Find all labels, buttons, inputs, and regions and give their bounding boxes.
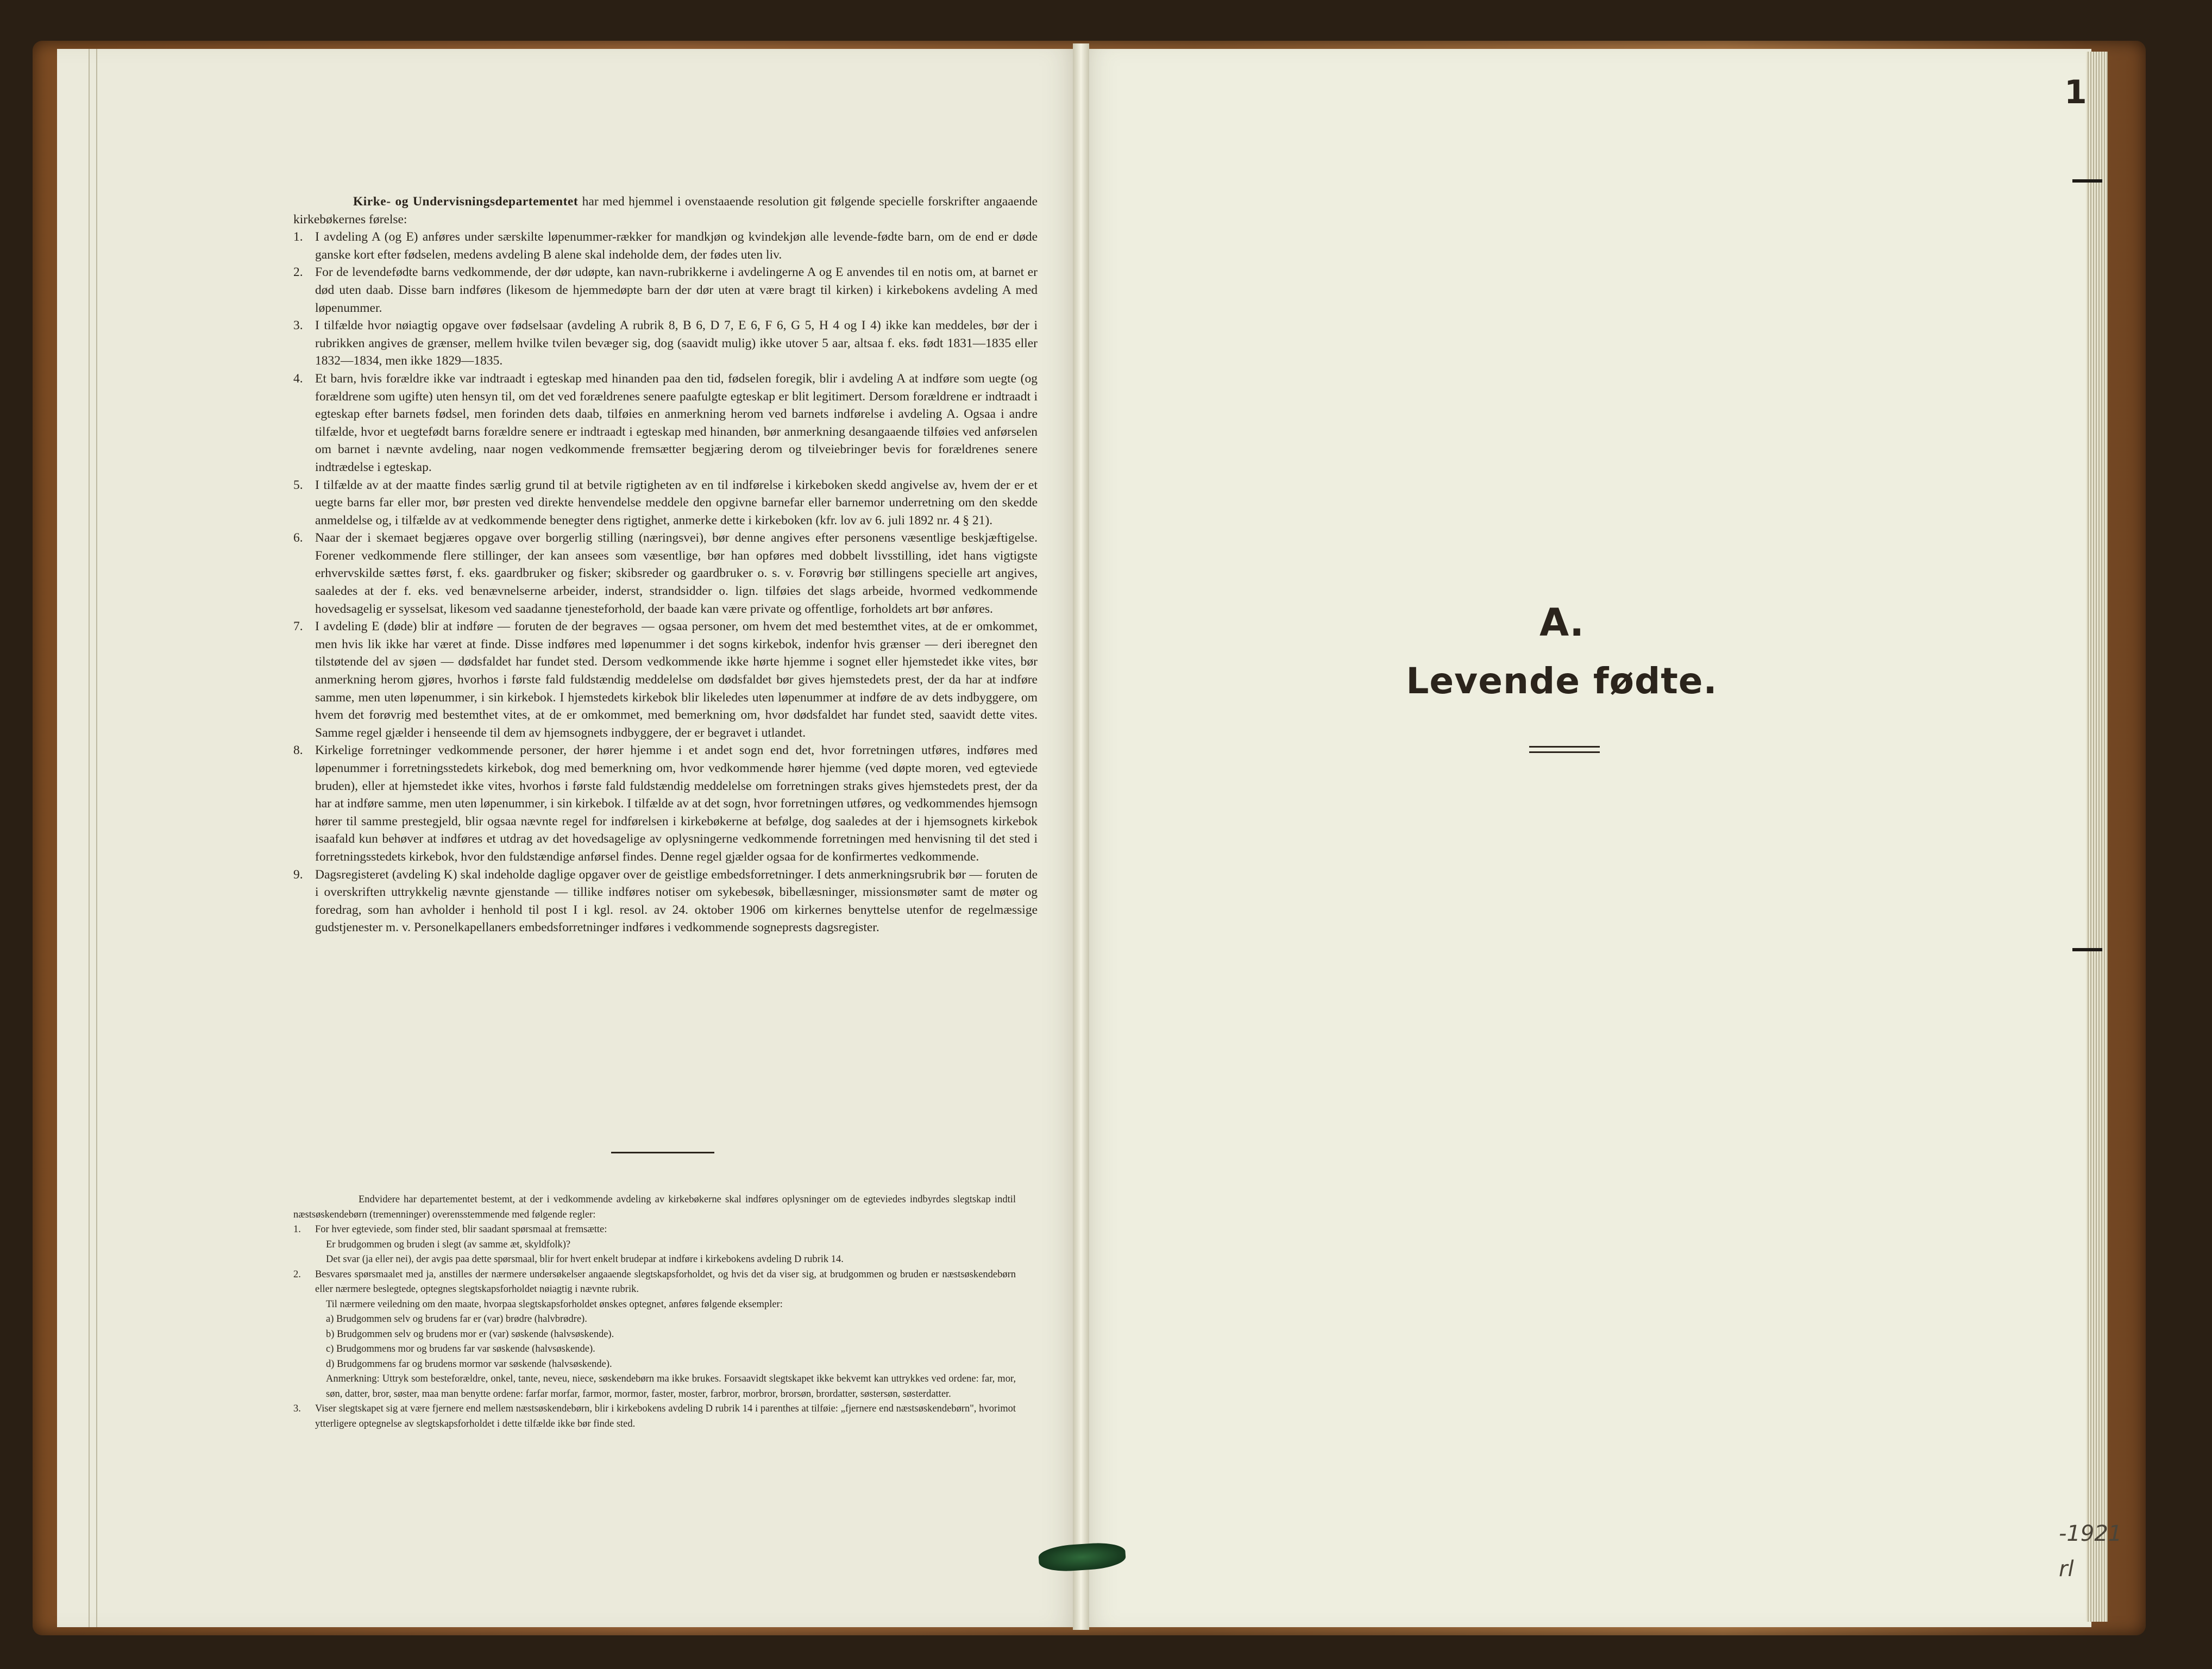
rule-item xyxy=(293,1222,1016,1238)
intro-paragraph xyxy=(293,193,1038,228)
rule-example: c) Brudgommens mor og brudens far var søskende (halvsøskende). xyxy=(326,1344,595,1354)
instruction-item xyxy=(293,370,1038,476)
title-underline xyxy=(1529,751,1600,753)
item-number: 4. xyxy=(293,371,303,386)
item-number: 2. xyxy=(293,265,303,280)
section-letter: A. xyxy=(1539,600,1585,645)
page-number: 1 xyxy=(2064,73,2087,111)
rule-text: Viser slegtskapet sig at være fjernere end mellem næstsøskendebørn, blir i kirkebokens avdeling D rubrik 14 i parenthes at tilføie: „fjernere end næstsøskendebørn", hvorimot ytterligere optegnelse av slegtskapsforholdet i dette tilfælde ikke bør finde sted. xyxy=(315,1403,1016,1429)
rule-number: 3. xyxy=(293,1403,301,1414)
instructions-block xyxy=(293,193,1038,937)
kinship-rules-block xyxy=(293,1193,1016,1432)
margin-line xyxy=(89,49,90,1627)
instruction-item xyxy=(293,476,1038,530)
item-text: For de levendefødte barns vedkommende, der dør udøpte, kan navn-rubrikkerne i avdelingerne A og E anvendes til en notis om, at barnet er død uten daab. Disse barn indføres (likesom de hjemmedøpte barn der dør uten at være bragt til kirken) i kirkebokens avdeling A med løpenummer. xyxy=(315,265,1038,315)
rule-example: b) Brudgommen selv og brudens mor er (var) søskende (halvsøskende). xyxy=(326,1328,614,1340)
rule-example: a) Brudgommen selv og brudens far er (var) brødre (halvbrødre). xyxy=(326,1314,587,1325)
rule-text: For hver egteviede, som finder sted, blir saadant spørsmaal at fremsætte: xyxy=(315,1224,607,1235)
instruction-item xyxy=(293,317,1038,370)
instruction-item xyxy=(293,742,1038,865)
rule-item xyxy=(293,1402,1016,1432)
pencil-note: -1921 xyxy=(2059,1521,2122,1546)
pencil-note: rl xyxy=(2059,1557,2074,1582)
rule-guidance: Til nærmere veiledning om den maate, hvorpaa slegtskapsforholdet ønskes optegnet, anføres følgende eksempler: xyxy=(326,1298,783,1310)
item-text: I avdeling A (og E) anføres under særskilte løpenummer-rækker for mandkjøn og kvindekjøn alle levende-fødte barn, om de end er døde ganske kort efter fødselen, medens avdeling B alene skal indeholde dem, der fødes uten liv. xyxy=(315,230,1038,262)
item-text: Et barn, hvis forældre ikke var indtraadt i egteskap med hinanden paa den tid, fødselen foregik, blir i avdeling A at indføre som uegte (og forældrene som ugifte) uten hensyn til, om det ved forældrenes senere paafulgte egteskap er blit legitimert. Dersom forældrene er indtraadt i egteskap efter barnets fødsel, men forinden dets daab, tilføies en anmerkning herom ved barnets indførelse i avdeling A. Ogsaa i andre tilfælde, hvor et uegtefødt barns forældre senere er indtraadt i egteskap med hinanden, bør anmerkning desangaaende tilføies ved anførselen om barnet i nævnte avdeling, naar nogen vedkommende fremsætter begjæring derom og tilveiebringer bevis for forældrenes senere indtrædelse i egteskap. xyxy=(315,371,1038,474)
department-name: Kirke- og Undervisningsdepartementet xyxy=(353,194,579,209)
book-gutter xyxy=(1073,43,1089,1630)
instruction-item xyxy=(293,228,1038,263)
item-number: 6. xyxy=(293,531,303,545)
rules-lead: Endvidere har departementet bestemt, at der i vedkommende avdeling av kirkebøkerne skal indføres oplysninger om de egteviedes indbyrdes slegtskap indtil næstsøskendebørn (tremenninger) overensstemmende med følgende regler: xyxy=(293,1194,1016,1220)
item-number: 8. xyxy=(293,743,303,758)
item-number: 9. xyxy=(293,867,303,882)
section-title: Levende fødte. xyxy=(1406,660,1718,702)
rule-number: 2. xyxy=(293,1269,301,1280)
rule-note: Anmerkning: Uttryk som besteforældre, onkel, tante, neveu, niece, søskendebørn ma ikke brukes. Forsaavidt slegtskapet ikke bekvemt kan uttrykkes ved ordene: far, mor, søn, datter, bror, søster, maa man benytte ordene: farfar morfar, farmor, mormor, faster, moster, farbror, morbror, brorsøn, brordatter, søstersøn, søsterdatter. xyxy=(326,1373,1016,1400)
rule-text: Besvares spørsmaalet med ja, anstilles der nærmere undersøkelser angaaende slegtskapsforholdet, og hvis det da viser sig, at brudgommen og bruden er næstsøskendebørn eller nærmere beslegtede, optegnes slegtskapsforholdet nøiagtig i nævnte rubrik. xyxy=(315,1269,1016,1295)
rule-answer: Det svar (ja eller nei), der avgis paa dette spørsmaal, blir for hvert enkelt brudepar at indføre i kirkebokens avdeling D rubrik 14. xyxy=(326,1254,844,1265)
item-number: 1. xyxy=(293,230,303,244)
instruction-item xyxy=(293,529,1038,618)
item-number: 3. xyxy=(293,318,303,333)
rule-number: 1. xyxy=(293,1224,301,1235)
title-underline xyxy=(1529,746,1600,748)
item-number: 7. xyxy=(293,619,303,634)
rule-question: Er brudgommen og bruden i slegt (av samme æt, skyldfolk)? xyxy=(326,1239,571,1250)
rule-example: d) Brudgommens far og brudens mormor var søskende (halvsøskende). xyxy=(326,1358,612,1370)
page-edges xyxy=(2086,52,2108,1622)
instruction-list xyxy=(293,228,1038,937)
rule-item xyxy=(293,1268,1016,1297)
item-text: I avdeling E (døde) blir at indføre — foruten de der begraves — ogsaa personer, om hvem det med bestemthet vites, at de er omkommet, men hvis lik ikke har været at finde. Disse indføres med løpenummer i det sogns kirkebok, indenfor hvis grænser — deri iberegnet den tilstøtende del av sjøen — dødsfaldet har fundet sted. Dersom vedkommende ikke hørte hjemme i sognet eller hjemstedet ikke vites, bør anmerkning herom gjøres, hvorhos i første fald fuldstændig meddelelse om dødsfaldet bør gives hjemstedets prest, der da har at indføre samme, men uten løpenummer, i sin kirkebok. I hjemstedets kirkebok blir likeledes uten løpenummer at indføre de av dets indbyggere, om hvem det forøvrig med bestemthet vites, at de er omkommet, med bemerkning om, hvor dødsfaldet har fundet sted, saavidt dette vites. Samme regel gjælder i henseende til dem av hjemsognets indbyggere, der er begravet i utlandet. xyxy=(315,619,1038,740)
intro-lead: har med hjemmel i ovenstaaende resolution git følgende specielle forskrifter angaaende kirkebøkernes førelse: xyxy=(293,194,1038,227)
item-number: 5. xyxy=(293,478,303,492)
item-text: I tilfælde hvor nøiagtig opgave over fødselsaar (avdeling A rubrik 8, B 6, D 7, E 6, F 6, G 5, H 4 og I 4) ikke kan meddeles, bør der i rubrikken angives de grænser, mellem hvilke tvilen bevæger sig, dog (saavidt mulig) ikke utover 5 aar, altsaa f. eks. født 1831—1835 eller 1832—1834, men ikke 1829—1835. xyxy=(315,318,1038,368)
right-page xyxy=(1081,49,2091,1627)
item-text: Dagsregisteret (avdeling K) skal indeholde daglige opgaver over de geistlige embedsforretninger. I dets anmerkningsrubrik bør — foruten de i overskriften uttrykkelig nævnte gjenstande — tillike indføres notiser om sykebesøk, bibellæsninger, missionsmøter samt de møter og foredrag, som han avholder i henhold til post I i kgl. resol. av 24. oktober 1906 om kirkernes benyttelse utenfor de regelmæssige gudstjenester m. v. Personelkapellaners embedsforretninger indføres i vedkommende sogneprests dagsregister. xyxy=(315,867,1038,935)
margin-line xyxy=(96,49,97,1627)
instruction-item xyxy=(293,866,1038,937)
index-tab-mark xyxy=(2072,948,2102,951)
item-text: Kirkelige forretninger vedkommende personer, der hører hjemme i et andet sogn end det, hvor forretningen utføres, indføres med løpenummer i forretningsstedets kirkebok, dog med bemerkning om, hvor vedkommende hører hjemme (ved døpte moren, ved egteviede bruden), eller at hjemstedet ikke vites, hvorhos i første fald fuldstændig meddelelse om forretningen straks gives hjemstedets prest, der da har at indføre samme, men uten løpenummer, i sin kirkebok. I tilfælde av at det sogn, hvor forretningen utføres, og vedkommendes hjemsogn hører til samme prestegjeld, blir ogsaa nævnte regel for indførelsen i kirkebøkerne at befølge, dog saaledes at der i hjemsognets kirkebok isaafald kun behøver at indføres et utdrag av det hovedsagelige av oplysningerne vedkommende forretningen med henvisning til det sted i forretningsstedets kirkebok, hvor den fuldstændige anførsel findes. Denne regel gjælder ogsaa for de konfirmertes vedkommende. xyxy=(315,743,1038,864)
index-tab-mark xyxy=(2072,179,2102,183)
instruction-item xyxy=(293,263,1038,317)
item-text: Naar der i skemaet begjæres opgave over borgerlig stilling (næringsvei), bør denne angives efter personens væsentlige beskjæftigelse. Forener vedkommende flere stillinger, der kan ansees som væsentlige, bør han opføres med dobbelt livsstilling, idet hans vigtigste erhvervskilde sættes først, f. eks. gaardbruker og fisker; skibsreder og gaardbruker o. s. v. Forøvrig bør stillingens specielle art angives, saaledes at der f. eks. ved benævnelserne arbeider, inderst, strandsidder o. lign. tilføies det slags arbeide, hvormed vedkommende hovedsagelig er sysselsat, likesom ved saadanne tjenesteforhold, der baade kan være private og offentlige, forholdets art bør anføres. xyxy=(315,531,1038,616)
section-divider xyxy=(611,1152,714,1153)
instruction-item xyxy=(293,618,1038,742)
item-text: I tilfælde av at der maatte findes særlig grund til at betvile rigtigheten av en til indførelse i kirkeboken skedd angivelse av, hvem der er et uegte barns far eller mor, bør presten ved direkte henvendelse meddele den opgivne barnefar eller barnemor underretning om den skedde anmeldelse og, i tilfælde av at vedkommende benegter dens rigtighet, anmerke dette i kirkeboken (kfr. lov av 6. juli 1892 nr. 4 § 21). xyxy=(315,478,1038,528)
